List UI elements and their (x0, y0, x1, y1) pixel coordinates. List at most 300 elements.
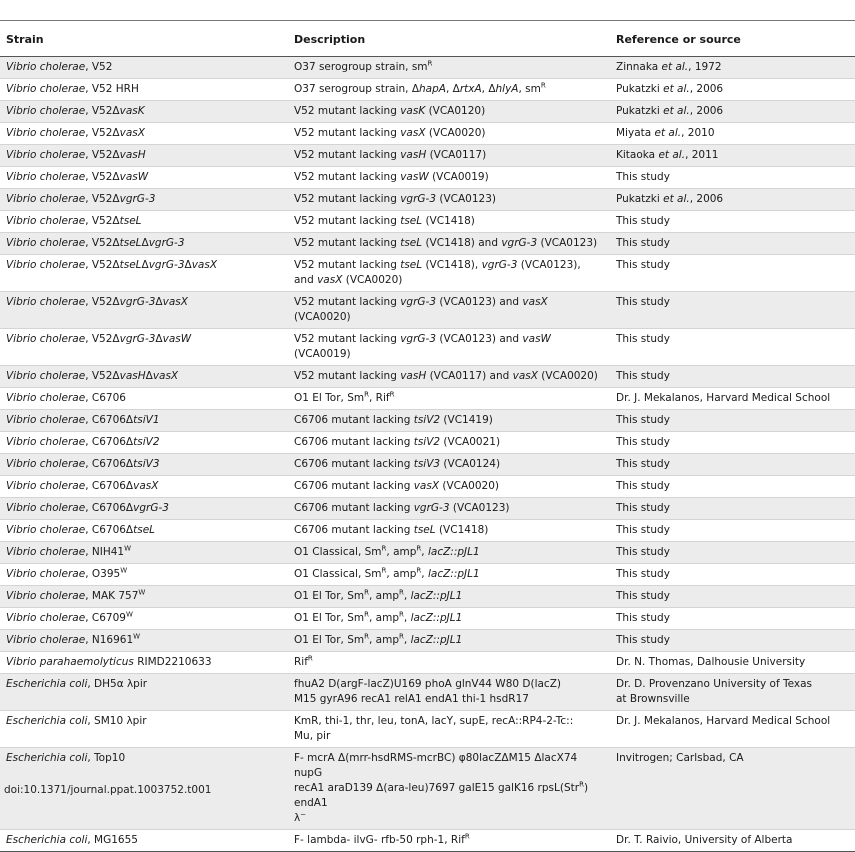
reference-cell (610, 233, 855, 255)
text-run: , (421, 546, 428, 558)
table-row (0, 233, 855, 255)
description-cell (288, 542, 610, 564)
reference-cell (610, 542, 855, 564)
cell-line (616, 391, 851, 406)
text-run: Vibrio cholerae (6, 61, 86, 73)
text-run: tseL (133, 524, 156, 536)
text-run: (VCA0123) (449, 502, 510, 514)
cell-line (294, 781, 606, 811)
superscript: W (124, 544, 132, 553)
reference-cell (610, 748, 855, 830)
cell-line (616, 692, 851, 707)
text-run: (VCA0117) and (426, 370, 513, 382)
text-run: , (421, 568, 428, 580)
table-header-row (0, 21, 855, 57)
superscript: R (307, 654, 313, 663)
reference-cell (610, 498, 855, 520)
text-run: (VCA0123) (537, 237, 598, 249)
reference-cell (610, 388, 855, 410)
text-run: V52 mutant lacking (294, 237, 401, 249)
text-run: V52 mutant lacking (294, 149, 401, 161)
text-run: (VC1418) (435, 524, 489, 536)
table-row (0, 830, 855, 852)
table-row (0, 366, 855, 388)
cell-line (616, 435, 851, 450)
cell-line (616, 60, 851, 75)
text-run: vasX (119, 127, 145, 139)
text-run: , V52Δ (85, 237, 120, 249)
reference-cell (610, 366, 855, 388)
strain-cell (0, 292, 288, 329)
text-run: , V52 HRH (85, 83, 139, 95)
text-run: This study (616, 634, 670, 646)
text-run: (VCA0019) (294, 348, 351, 360)
description-cell (288, 564, 610, 586)
text-run: vgrG-3 (119, 296, 156, 308)
text-run: , C6706Δ (85, 502, 134, 514)
text-run: Vibrio cholerae (6, 414, 86, 426)
strain-cell (0, 211, 288, 233)
cell-line (294, 192, 606, 207)
text-run: This study (616, 436, 670, 448)
text-run: Δ (155, 296, 163, 308)
reference-cell (610, 432, 855, 454)
text-run: Vibrio cholerae (6, 458, 86, 470)
strain-cell (0, 476, 288, 498)
text-run: F- lambda- ilvG- rfb-50 rph-1, Rif (294, 834, 465, 846)
text-run: Vibrio cholerae (6, 590, 86, 602)
cell-line (294, 751, 606, 781)
text-run: , C6706 (85, 392, 126, 404)
superscript: R (399, 588, 404, 597)
text-run: vgrG-3 (148, 259, 185, 271)
cell-line (294, 391, 606, 406)
superscript: R (381, 566, 387, 575)
cell-line (616, 104, 851, 119)
text-run: at Brownsville (616, 693, 690, 705)
text-run: This study (616, 546, 670, 558)
text-run: Pukatzki (616, 83, 664, 95)
cell-line (294, 369, 606, 384)
cell-line (616, 751, 851, 766)
text-run: Vibrio cholerae (6, 193, 86, 205)
text-run: (VCA0123) and (436, 296, 523, 308)
table-row (0, 388, 855, 410)
text-run: C6706 mutant lacking (294, 458, 414, 470)
text-run: , V52Δ (85, 127, 120, 139)
text-run: tsiV3 (413, 458, 441, 470)
text-run: V52 mutant lacking (294, 370, 401, 382)
text-run: Pukatzki (616, 105, 664, 117)
description-cell (288, 748, 610, 830)
reference-cell (610, 630, 855, 652)
text-run: vasH (119, 370, 146, 382)
text-run: , 2010 (681, 127, 715, 139)
text-run: V52 mutant lacking (294, 171, 401, 183)
text-run: , SM10 λpir (87, 715, 147, 727)
top-spacer (0, 0, 855, 20)
text-run: recA1 araD139 Δ(ara-leu)7697 galE15 galK16 rpsL(Str (294, 782, 580, 794)
text-run: lacZ::pJL1 (410, 590, 463, 602)
text-run: and (294, 274, 318, 286)
superscript: R (381, 544, 387, 553)
doi-caption: doi:10.1371/journal.ppat.1003752.t001 (4, 784, 212, 796)
description-cell (288, 366, 610, 388)
text-run: , V52Δ (85, 149, 120, 161)
superscript: R (416, 544, 422, 553)
description-cell (288, 454, 610, 476)
text-run: , V52Δ (85, 105, 120, 117)
cell-line (294, 104, 606, 119)
text-run: (VCA0124) (440, 458, 501, 470)
cell-line (616, 714, 851, 729)
reference-cell (610, 608, 855, 630)
text-run: Vibrio cholerae (6, 215, 86, 227)
text-run: Mu, pir (294, 730, 331, 742)
text-run: , Δ (481, 83, 496, 95)
reference-cell (610, 564, 855, 586)
text-run: , amp (386, 546, 417, 558)
text-run: , O395 (85, 568, 121, 580)
text-run: (VCA0020) (342, 274, 403, 286)
text-run: vgrG-3 (400, 193, 437, 205)
strain-cell (0, 167, 288, 189)
text-run: (VC1418), (422, 259, 482, 271)
text-run: vasX (512, 370, 538, 382)
cell-line (294, 677, 606, 692)
reference-cell (610, 189, 855, 211)
text-run: vasX (522, 296, 548, 308)
strain-cell (0, 542, 288, 564)
strain-cell (0, 674, 288, 711)
text-run: lacZ::pJL1 (427, 568, 480, 580)
text-run: Invitrogen; Carlsbad, CA (616, 752, 744, 764)
cell-line (616, 332, 851, 347)
text-run: vasW (162, 333, 192, 345)
text-run: Escherichia coli (6, 678, 88, 690)
text-run: O1 Classical, Sm (294, 568, 382, 580)
text-run: KmR, thi-1, thr, leu, tonA, lacY, supE, recA::RP4-2-Tc:: (294, 715, 574, 727)
text-run: Vibrio cholerae (6, 612, 86, 624)
cell-line (616, 833, 851, 848)
description-cell (288, 101, 610, 123)
description-cell (288, 520, 610, 542)
superscript: R (364, 588, 369, 597)
strain-cell (0, 189, 288, 211)
cell-line (616, 170, 851, 185)
table-row (0, 520, 855, 542)
text-run: Δ (145, 370, 153, 382)
text-run: Vibrio cholerae (6, 105, 86, 117)
text-run: tseL (119, 237, 142, 249)
text-run: tsiV2 (413, 414, 441, 426)
text-run: vasK (119, 105, 145, 117)
text-run: C6706 mutant lacking (294, 524, 414, 536)
strain-cell (0, 101, 288, 123)
text-run: (VCA0123) (436, 193, 496, 205)
superscript: W (120, 566, 128, 575)
superscript: W (133, 632, 141, 641)
description-cell (288, 410, 610, 432)
description-cell (288, 830, 610, 852)
text-run: This study (616, 259, 670, 271)
cell-line (616, 567, 851, 582)
text-run: (VCA0020) (439, 480, 499, 492)
text-run: Miyata (616, 127, 655, 139)
table-row (0, 564, 855, 586)
description-cell (288, 145, 610, 167)
text-run: This study (616, 215, 670, 227)
strain-cell (0, 711, 288, 748)
text-run: Vibrio cholerae (6, 83, 86, 95)
cell-line (294, 236, 606, 251)
reference-cell (610, 123, 855, 145)
text-run: vasW (522, 333, 551, 345)
text-run: vasX (413, 480, 440, 492)
text-run: Vibrio parahaemolyticus (6, 656, 134, 668)
text-run: Zinnaka (616, 61, 662, 73)
cell-line (294, 148, 606, 163)
text-run: vasK (400, 105, 426, 117)
text-run: vasX (400, 127, 426, 139)
text-run: Pukatzki (616, 193, 664, 205)
table-row (0, 57, 855, 79)
superscript: W (138, 588, 146, 597)
reference-cell (610, 101, 855, 123)
text-run: C6706 mutant lacking (294, 436, 414, 448)
cell-line (294, 170, 606, 185)
text-run: Vibrio cholerae (6, 568, 86, 580)
text-run: Vibrio cholerae (6, 259, 86, 271)
text-run: vasX (133, 480, 159, 492)
cell-line (616, 479, 851, 494)
text-run: vasH (400, 149, 427, 161)
text-run: , V52Δ (85, 215, 120, 227)
cell-line (294, 567, 606, 582)
text-run: This study (616, 524, 670, 536)
cell-line (294, 295, 606, 325)
cell-line (294, 729, 606, 744)
text-run: Vibrio cholerae (6, 634, 86, 646)
cell-line (294, 413, 606, 428)
cell-line (294, 811, 606, 826)
text-run: vasX (152, 370, 179, 382)
table-row (0, 123, 855, 145)
table-row (0, 101, 855, 123)
text-run: tsiV1 (133, 414, 160, 426)
table-row (0, 476, 855, 498)
table-row (0, 674, 855, 711)
reference-cell (610, 57, 855, 79)
cell-line (294, 214, 606, 229)
superscript: R (399, 632, 404, 641)
text-run: vgrG-3 (400, 296, 437, 308)
text-run: Dr. T. Raivio, University of Alberta (616, 834, 793, 846)
text-run: , V52Δ (85, 296, 120, 308)
strain-cell (0, 79, 288, 101)
strain-cell (0, 329, 288, 366)
text-run: O37 serogroup strain, Δ (294, 83, 420, 95)
cell-line (294, 523, 606, 538)
text-run: , C6709 (85, 612, 126, 624)
text-run: Dr. J. Mekalanos, Harvard Medical School (616, 392, 831, 404)
table-row (0, 410, 855, 432)
text-run: Vibrio cholerae (6, 127, 86, 139)
cell-line (294, 273, 606, 288)
table-row (0, 145, 855, 167)
text-run: Escherichia coli (6, 752, 88, 764)
description-cell (288, 211, 610, 233)
text-run: , C6706Δ (85, 436, 134, 448)
cell-line (616, 236, 851, 251)
text-run: , (403, 634, 411, 646)
cell-line (616, 295, 851, 310)
text-run: , (403, 612, 411, 624)
text-run: (VCA0123), (517, 259, 581, 271)
reference-cell (610, 830, 855, 852)
text-run: (VCA0117) (426, 149, 487, 161)
text-run: , V52Δ (85, 171, 120, 183)
text-run: fhuA2 D(argF-lacZ)U169 phoA glnV44 W80 D(lacZ) (294, 678, 561, 690)
table-body (0, 57, 855, 852)
superscript: − (300, 810, 307, 819)
description-cell (288, 608, 610, 630)
table-row (0, 189, 855, 211)
text-run: tseL (119, 215, 142, 227)
text-run: Escherichia coli (6, 834, 88, 846)
cell-line (294, 545, 606, 560)
strain-cell (0, 366, 288, 388)
cell-line (294, 655, 606, 670)
description-cell (288, 652, 610, 674)
text-run: O1 El Tor, Sm (294, 634, 365, 646)
cell-line (616, 611, 851, 626)
text-run: (VC1418) (422, 215, 475, 227)
text-run: vasX (317, 274, 343, 286)
table-row (0, 329, 855, 366)
text-run: RIMD2210633 (133, 656, 212, 668)
strain-cell (0, 498, 288, 520)
text-run: , N16961 (85, 634, 134, 646)
text-run: , 2006 (689, 193, 724, 205)
cell-line (294, 126, 606, 141)
text-run: (VCA0123) and (436, 333, 523, 345)
cell-line (616, 457, 851, 472)
strain-cell (0, 652, 288, 674)
text-run: , DH5α λpir (87, 678, 148, 690)
text-run: tseL (400, 237, 423, 249)
text-run: M15 gyrA96 recA1 relA1 endA1 thi-1 hsdR17 (294, 693, 529, 705)
text-run: vgrG-3 (133, 502, 169, 514)
superscript: W (125, 610, 133, 619)
strain-cell (0, 145, 288, 167)
cell-line (616, 523, 851, 538)
text-run: (VCA0020) (294, 311, 351, 323)
strain-cell (0, 520, 288, 542)
superscript: R (364, 632, 369, 641)
text-run: (VCA0020) (537, 370, 598, 382)
superscript: R (540, 81, 546, 90)
text-run: , Δ (445, 83, 460, 95)
text-run: O1 El Tor, Sm (294, 590, 365, 602)
text-run: , MAK 757 (85, 590, 139, 602)
cell-line (616, 677, 851, 692)
text-run: This study (616, 171, 670, 183)
text-run: Dr. D. Provenzano University of Texas (616, 678, 813, 690)
superscript: R (389, 390, 395, 399)
cell-line (616, 501, 851, 516)
text-run: vasH (400, 370, 427, 382)
text-run: , amp (386, 568, 417, 580)
strain-cell (0, 432, 288, 454)
text-run: , 2006 (689, 83, 724, 95)
cell-line (616, 82, 851, 97)
table-row (0, 292, 855, 329)
text-run: Vibrio cholerae (6, 296, 86, 308)
text-run: Δ (141, 259, 149, 271)
text-run: V52 mutant lacking (294, 333, 401, 345)
cell-line (294, 82, 606, 97)
strain-cell (0, 564, 288, 586)
text-run: tseL (413, 524, 436, 536)
text-run: tseL (400, 259, 423, 271)
description-cell (288, 498, 610, 520)
text-run: (VCA0120) (425, 105, 486, 117)
text-run: Vibrio cholerae (6, 370, 86, 382)
superscript: R (427, 59, 433, 68)
text-run: , C6706Δ (85, 524, 134, 536)
text-run: vasX (191, 259, 218, 271)
cell-line (616, 126, 851, 141)
header-reference: Reference or source (610, 21, 855, 57)
text-run: O37 serogroup strain, sm (294, 61, 428, 73)
cell-line (294, 258, 606, 273)
text-run: , V52Δ (85, 259, 120, 271)
text-run: Dr. J. Mekalanos, Harvard Medical School (616, 715, 831, 727)
cell-line (616, 148, 851, 163)
cell-line (294, 479, 606, 494)
strain-cell (0, 586, 288, 608)
text-run: tseL (119, 259, 142, 271)
strain-cell (0, 123, 288, 145)
text-run: (VC1418) and (422, 237, 502, 249)
cell-line (616, 633, 851, 648)
text-run: This study (616, 458, 670, 470)
strain-cell (0, 255, 288, 292)
reference-cell (610, 586, 855, 608)
description-cell (288, 329, 610, 366)
cell-line (616, 214, 851, 229)
cell-line (294, 332, 606, 362)
description-cell (288, 167, 610, 189)
text-run: et al. (663, 193, 690, 205)
text-run: hapA (419, 83, 446, 95)
cell-line (294, 633, 606, 648)
text-run: O1 El Tor, Sm (294, 392, 365, 404)
text-run: Vibrio cholerae (6, 237, 86, 249)
text-run: Kitaoka (616, 149, 659, 161)
text-run: O1 El Tor, Sm (294, 612, 365, 624)
table-row (0, 432, 855, 454)
superscript: R (364, 390, 369, 399)
text-run: , V52Δ (85, 193, 120, 205)
strain-cell (0, 410, 288, 432)
table-row (0, 542, 855, 564)
text-run: et al. (658, 149, 686, 161)
description-cell (288, 255, 610, 292)
text-run: (VCA0020) (425, 127, 486, 139)
table-row (0, 255, 855, 292)
